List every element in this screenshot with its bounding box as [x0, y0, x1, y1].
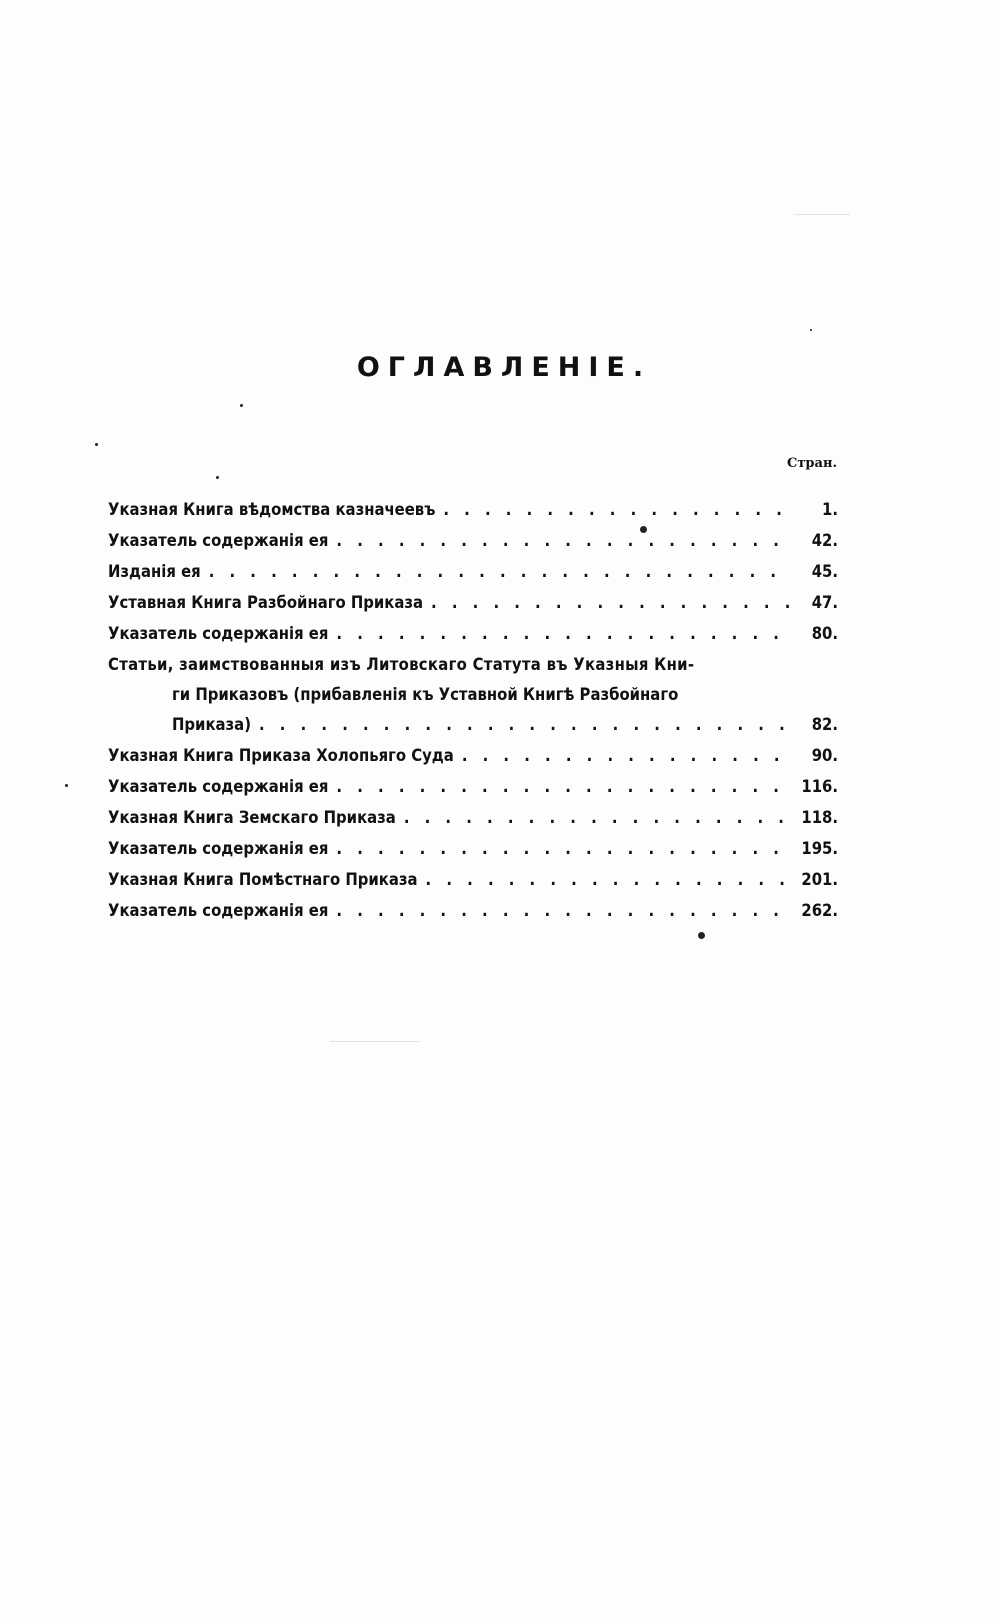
ink-speck [216, 476, 219, 479]
toc-entry-label: Указная Книга Земскаго Приказа [108, 808, 396, 827]
page-column-label: Стран. [787, 456, 837, 471]
dot-leader [396, 808, 790, 827]
toc-entry-page: 201. [801, 870, 838, 889]
toc-entry [108, 531, 838, 562]
toc-entry-multiline [108, 655, 838, 746]
dot-leader [201, 562, 790, 581]
toc-entry-label-line-2: ги Приказовъ (прибавленія къ Уставной Книгѣ Разбойнаго [172, 685, 679, 704]
table-of-contents [108, 500, 838, 932]
dot-leader [251, 715, 790, 734]
toc-entry-label: Указная Книга вѣдомства казначеевъ [108, 500, 436, 519]
toc-entry-page: 42. [811, 531, 838, 550]
ink-speck [810, 329, 812, 331]
toc-entry [108, 777, 838, 808]
toc-entry [108, 593, 838, 624]
toc-entry-page: 116. [801, 777, 838, 796]
toc-entry-page: 80. [811, 624, 838, 643]
toc-entry-page: 262. [801, 901, 838, 920]
dot-leader [435, 500, 790, 519]
dot-leader [454, 746, 790, 765]
toc-entry-label: Указатель содержанія ея [108, 839, 329, 858]
toc-entry-page: 118. [801, 808, 838, 827]
toc-entry-page: 82. [811, 715, 838, 734]
toc-entry-label: Указатель содержанія ея [108, 624, 329, 643]
bleed-through-line [330, 1041, 420, 1042]
toc-entry-page: 45. [811, 562, 838, 581]
toc-entry-page: 90. [811, 746, 838, 765]
page-title: ОГЛАВЛЕНІЕ. [356, 352, 652, 383]
toc-entry-label: Указная Книга Помѣстнаго Приказа [108, 870, 418, 889]
toc-entry-label-line-1: Статьи, заимствованныя изъ Литовскаго Статута въ Указныя Кни- [108, 655, 695, 674]
toc-entry-label: Уставная Книга Разбойнаго Приказа [108, 593, 424, 612]
toc-entry-label: Изданія ея [108, 562, 201, 581]
toc-entry [108, 746, 838, 777]
ink-speck [640, 526, 647, 533]
toc-entry [108, 839, 838, 870]
toc-entry [108, 500, 838, 531]
dot-leader [423, 593, 790, 612]
toc-entry [108, 901, 838, 932]
toc-entry [108, 562, 838, 593]
toc-entry-label: Указатель содержанія ея [108, 901, 329, 920]
dot-leader [328, 624, 790, 643]
toc-entry [108, 870, 838, 901]
toc-entry-label-line-3: Приказа) [172, 715, 251, 734]
toc-entry-label: Указная Книга Приказа Холопьяго Суда [108, 746, 454, 765]
toc-entry-label: Указатель содержанія ея [108, 777, 329, 796]
toc-entry-last-line [108, 715, 838, 746]
bleed-through-line [795, 214, 850, 215]
ink-speck [698, 932, 705, 939]
toc-entry-page: 195. [801, 839, 838, 858]
ink-speck [240, 404, 243, 407]
toc-entry-label: Указатель содержанія ея [108, 531, 329, 550]
dot-leader [328, 777, 790, 796]
dot-leader [328, 901, 790, 920]
ink-speck [95, 443, 98, 446]
dot-leader [328, 531, 790, 550]
toc-entry [108, 624, 838, 655]
dot-leader [418, 870, 790, 889]
toc-entry [108, 808, 838, 839]
ink-speck [65, 784, 68, 787]
toc-entry-page: 47. [811, 593, 838, 612]
dot-leader [328, 839, 790, 858]
toc-entry-page: 1. [822, 500, 838, 519]
